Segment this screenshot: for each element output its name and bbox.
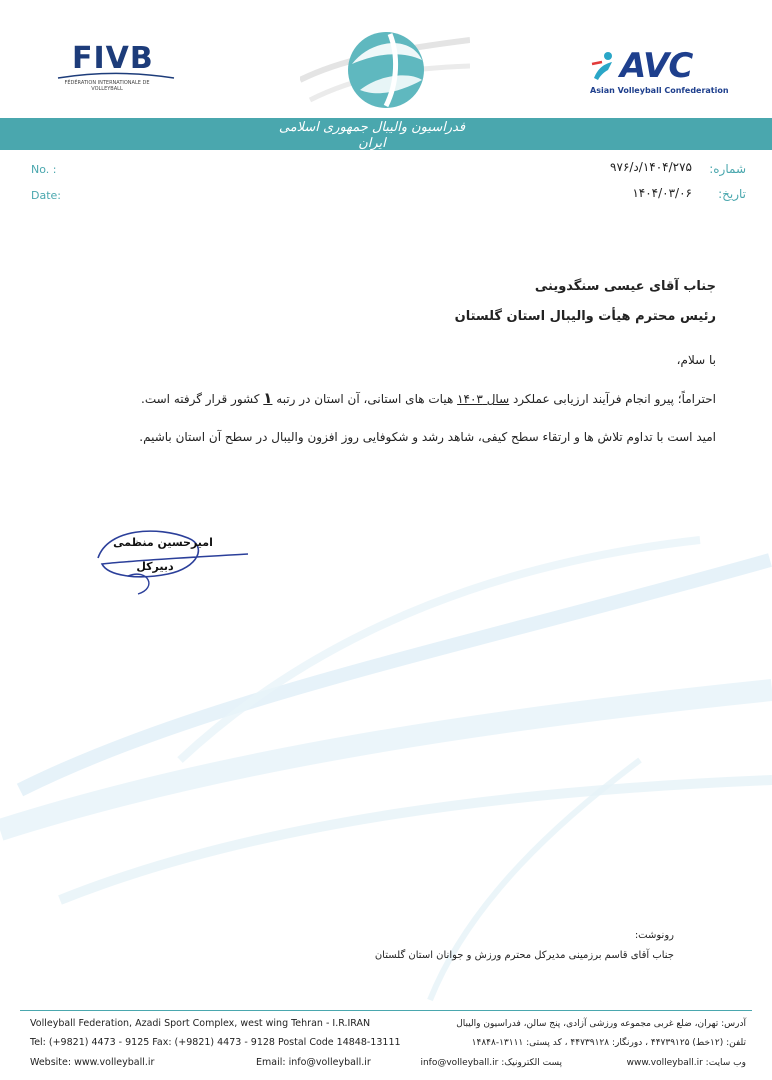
date-label-en: Date: — [31, 189, 61, 202]
number-label-fa: شماره: — [709, 162, 746, 176]
footer-email-fa-link[interactable]: info@volleyball.ir — [420, 1058, 499, 1068]
footer-divider — [20, 1010, 752, 1011]
footer-phone-en: Tel: (+9821) 4473 - 9125 Fax: (+9821) 4473 - 9128 Postal Code 14848-13111 — [30, 1037, 401, 1048]
avc-logo — [590, 48, 730, 95]
p1-before: احتراماً؛ پیرو انجام فرآیند ارزیابی عملکرد — [509, 392, 716, 406]
footer-website-en[interactable]: Website: www.volleyball.ir — [30, 1057, 155, 1068]
number-label-en: No. : — [31, 163, 57, 176]
signatory-role: دبیرکل — [136, 560, 174, 573]
footer-website-fa-link[interactable]: www.volleyball.ir — [626, 1058, 703, 1068]
footer-email-en[interactable]: Email: info@volleyball.ir — [256, 1057, 371, 1068]
federation-name-fa: فدراسیون والیبال جمهوری اسلامی ایران — [278, 120, 466, 151]
letter-date: ۱۴۰۴/۰۳/۰۶ — [632, 186, 692, 200]
avc-player-icon — [590, 50, 618, 82]
cc-recipient: جناب آقای قاسم برزمینی مدیرکل محترم ورزش و جوانان استان گلستان — [374, 950, 674, 961]
date-label-fa: تاریخ: — [718, 187, 746, 201]
p1-middle: هیات های استانی، آن استان در رتبه — [272, 392, 458, 406]
federation-emblem-icon — [300, 20, 470, 115]
federation-name-en: I.R.IRAN VOLLEYBALL FEDERATION — [315, 152, 429, 159]
p1-year: سال ۱۴۰۳ — [457, 392, 510, 406]
footer-email-fa-label: پست الکترونیک: — [501, 1058, 562, 1068]
footer-address-fa: آدرس: تهران، ضلع غربی مجموعه ورزشی آزادی، پنج سالن، فدراسیون والیبال — [456, 1019, 746, 1029]
paragraph-hope: امید است با تداوم تلاش ها و ارتقاء سطح کیفی، شاهد رشد و شکوفایی روز افزون والیبال در سطح آن استان باشیم. — [139, 430, 716, 444]
recipient-title: رئیس محترم هیأت والیبال استان گلستان — [454, 309, 716, 324]
signature-scribble — [88, 518, 258, 598]
avc-logo-text: AVC — [620, 46, 693, 86]
signatory-name: امیرحسین منظمی — [113, 536, 213, 549]
p1-rank: ۱ — [263, 389, 273, 407]
paragraph-ranking — [76, 390, 716, 407]
footer-phone-fa: تلفن: (۱۲خط) ۴۴۷۳۹۱۲۵ ، دورنگار: ۴۴۷۳۹۱۲۸ ، کد پستی: ۱۳۱۱۱-۱۴۸۴۸ — [471, 1038, 746, 1048]
footer-website-fa-label: وب سایت: — [705, 1058, 746, 1068]
greeting: با سلام، — [676, 353, 716, 367]
letter-number: ۱۴۰۴/۲۷۵/د/۹۷۶ — [610, 160, 692, 174]
fivb-logo — [56, 41, 176, 92]
fivb-logo-text: FIVB — [72, 41, 154, 76]
footer-email-fa — [420, 1057, 562, 1069]
avc-subtitle: Asian Volleyball Confederation — [590, 86, 729, 95]
cc-label: رونوشت: — [634, 930, 674, 941]
footer-website-fa — [627, 1057, 746, 1069]
fivb-subtitle: FÉDÉRATION INTERNATIONALE DE VOLLEYBALL — [64, 80, 150, 92]
federation-banner — [272, 120, 472, 160]
footer-address-en: Volleyball Federation, Azadi Sport Complex, west wing Tehran - I.R.IRAN — [30, 1018, 371, 1029]
recipient-name: جناب آقای عیسی سنگدوینی — [534, 279, 716, 294]
p1-after: کشور قرار گرفته است. — [141, 392, 264, 406]
